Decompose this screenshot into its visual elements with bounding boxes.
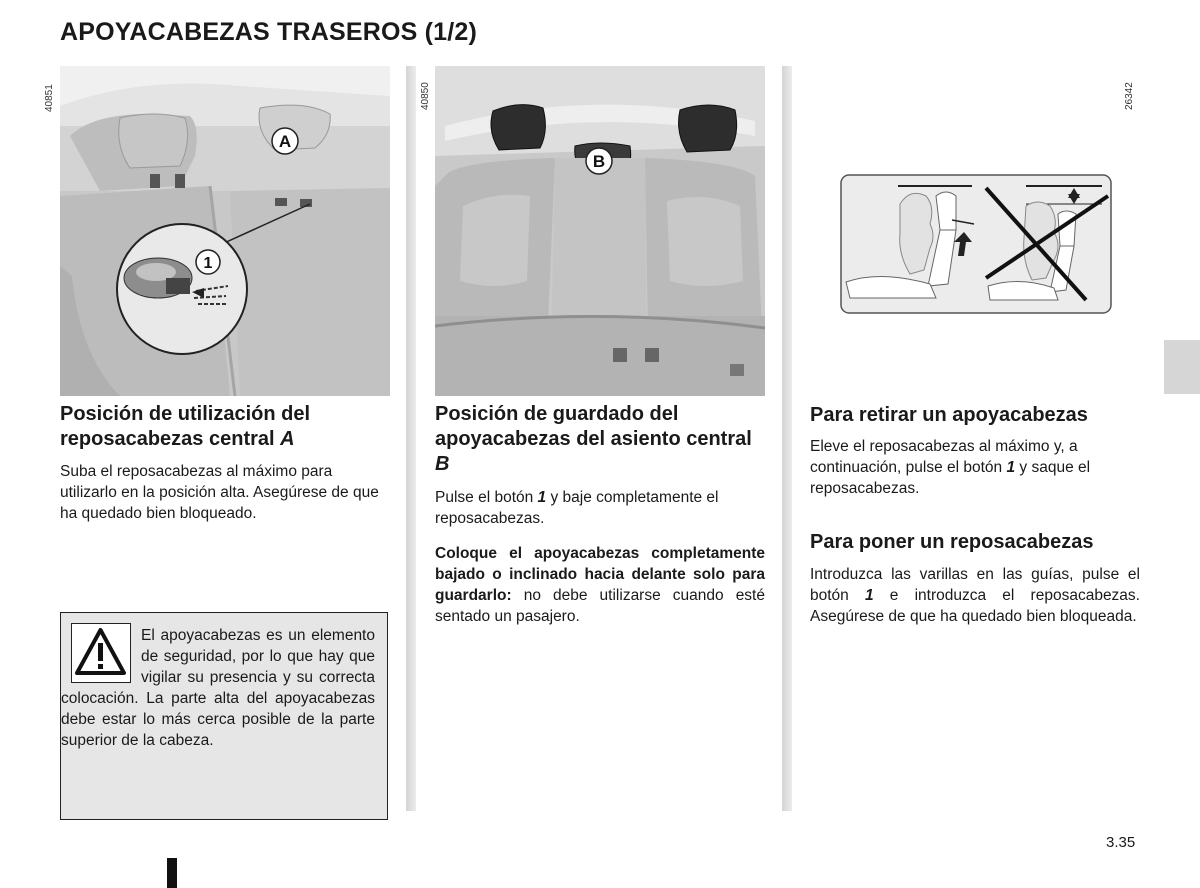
- warning-text: El apoyacabezas es un elemento de seguridad, por lo que hay que vigilar su presencia y su correcta colocación. La parte alta del apoyacabezas debe estar lo más cerca posible de la parte superior de la cabeza.: [61, 627, 375, 749]
- image-headrest-storage-b: [435, 66, 765, 396]
- button-ref-1: 1: [537, 489, 547, 506]
- button-ref-1: 1: [864, 587, 874, 604]
- label-a: A: [278, 132, 292, 151]
- warning-box: [60, 612, 388, 820]
- heading-fit-headrest: Para poner un reposacabezas: [810, 531, 1094, 553]
- heading-letter-a: A: [280, 428, 295, 450]
- seat-illustration-a: [60, 66, 390, 396]
- page-title: APOYACABEZAS TRASEROS (1/2): [60, 18, 478, 46]
- heading-position-storage: [435, 402, 755, 477]
- image-headrest-position-a: [60, 66, 390, 396]
- column-divider: [782, 66, 792, 811]
- page-number: 3.35: [1106, 834, 1136, 851]
- heading-position-storage-text: Posición de guardado del apoyacabezas del asiento central: [435, 403, 752, 450]
- heading-position-use-text: Posición de utilización del reposacabezas central: [60, 403, 311, 450]
- print-mark: [167, 858, 177, 888]
- heading-letter-b: B: [435, 453, 450, 475]
- text-position-storage: [435, 487, 765, 641]
- text-remove-headrest: Eleve el reposacabezas al máximo y, a continuación, pulse el botón 1 y saque el reposacabezas.: [810, 438, 1091, 497]
- button-ref-1: 1: [1006, 459, 1016, 476]
- heading-position-use: [60, 402, 390, 452]
- image-code: 40851: [44, 84, 55, 112]
- heading-remove-headrest: Para retirar un apoyacabezas: [810, 404, 1088, 426]
- text-position-use: Suba el reposacabezas al máximo para utilizarlo en la posición alta. Asegúrese de que ha quedado bien bloqueado.: [60, 463, 379, 522]
- label-1: 1: [203, 255, 213, 272]
- image-code: 26342: [1124, 82, 1135, 110]
- paragraph-storage-note: Coloque el apoyacabezas completamente bajado o inclinado hacia delante solo para guardarlo: no debe utilizarse cuando esté sentado un pasajero.: [435, 545, 765, 625]
- paragraph-press-button: Pulse el botón 1 y baje completamente el reposacabezas.: [435, 489, 719, 527]
- warning-icon: [71, 623, 131, 683]
- label-b: B: [592, 152, 606, 171]
- text-fit-headrest: Introduzca las varillas en las guías, pulse el botón 1 e introduzca el reposacabezas. Asegúrese de que ha quedado bien bloqueada.: [810, 566, 1140, 625]
- headrest-height-diagram: [840, 174, 1112, 314]
- column-divider: [406, 66, 416, 811]
- image-code: 40850: [420, 82, 431, 110]
- image-headrest-diagram: [840, 174, 1112, 314]
- storage-note-bold: Coloque el apoyacabezas completamente bajado o inclinado hacia delante solo para guardarlo:: [435, 545, 765, 604]
- seat-illustration-b: [435, 66, 765, 396]
- section-tab: [1164, 340, 1200, 394]
